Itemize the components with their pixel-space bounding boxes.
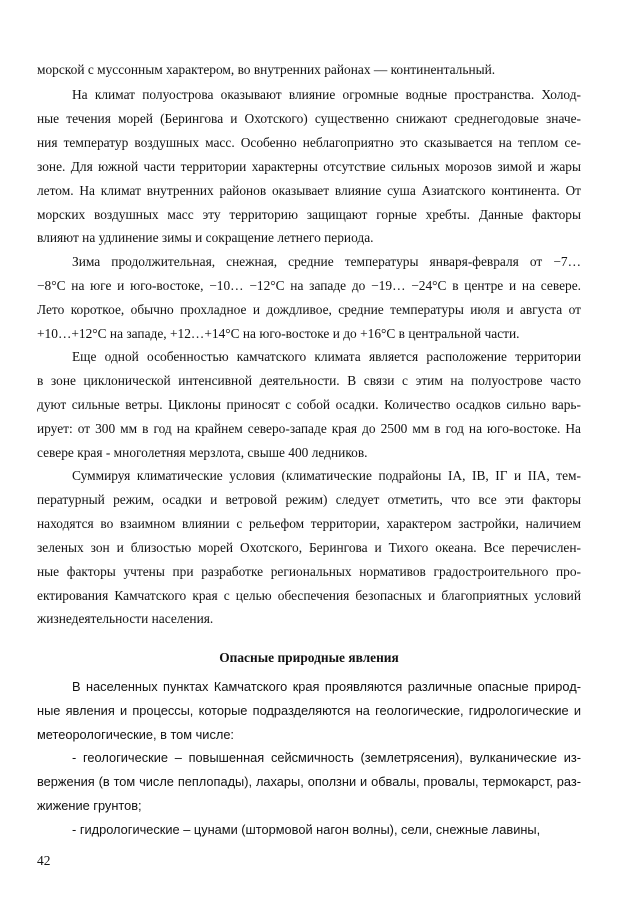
text-line: В населенных пунктах Камчатского края проявляются различные опасные природ- [72,679,581,694]
text-line: На климат полуострова оказывают влияние огромные водные пространства. Холод- [72,87,581,102]
text-line: ные течения морей (Берингова и Охотского) существенно снижают среднегодовые значе- [37,111,581,126]
text-line: пературный режим, осадки и ветровой режим) следует отметить, что все эти факторы [37,492,581,507]
text-line: жижение грунтов; [37,798,142,813]
text-line: вержения (в том числе пеплопады), лахары, оползни и обвалы, провалы, термокарст, раз- [37,774,581,789]
text-line: находятся во взаимном влиянии с рельефом территории, характером застройки, наличием [37,516,581,531]
text-line: севере края - многолетняя мерзлота, свыше 400 ледников. [37,445,368,460]
text-line: зоне. Для южной части территории характерны отсутствие сильных морозов зимой и жары [37,159,581,174]
text-line: ные факторы учтены при разработке региональных нормативов градостроительного про- [37,564,581,579]
text-line: морской с муссонным характером, во внутренних районах — континентальный. [37,62,496,77]
text-line: −8°С на юге и юго-востоке, −10… −12°С на западе до −19… −24°С в центре и на севере. [37,278,581,293]
text-line: влияют на удлинение зимы и сокращение летнего периода. [37,230,374,245]
text-line: Еще одной особенностью камчатского климата является расположение территории [72,349,581,364]
text-line: метеорологические, в том числе: [37,727,234,742]
text-line: +10…+12°С на западе, +12…+14°С на юго-востоке и до +16°С в центральной части. [37,326,520,341]
text-line: летом. На климат внутренних районов оказывает влияние суша Азиатского континента. От [37,183,581,198]
text-line: морских воздушных масс эту территорию защищают горные хребты. Данные факторы [37,207,581,222]
text-line: ектирования Камчатского края с целью обеспечения безопасных и благоприятных условий [37,588,581,603]
list-item: - геологические – повышенная сейсмичность (землетрясения), вулканические из- [72,750,581,765]
text-line: жизнедеятельности населения. [37,611,214,626]
text-line: ния температур воздушных масс. Особенно неблагоприятно это сказывается на теплом се- [37,135,581,150]
page-number: 42 [37,853,51,868]
section-heading: Опасные природные явления [219,650,399,665]
text-line: зеленых зон и близостью морей Охотского, Берингова и Тихого океана. Все перечислен- [37,540,581,555]
text-line: Суммируя климатические условия (климатические подрайоны IA, IB, IГ и IIA, тем- [72,468,581,483]
text-line: дуют сильные ветры. Циклоны приносят с собой осадки. Количество осадков сильно варь- [37,397,581,412]
list-item: - гидрологические – цунами (штормовой нагон волны), сели, снежные лавины, [72,822,541,837]
text-line: ные явления и процессы, которые подразделяются на геологические, гидрологические и [37,703,581,718]
text-line: ирует: от 300 мм в год на крайнем северо-западе края до 2500 мм в год на юго-востоке. На [37,421,581,436]
text-line: в зоне циклонической интенсивной деятельности. В связи с этим на полуострове часто [37,373,581,388]
text-line: Зима продолжительная, снежная, средние температуры января-февраля от −7… [72,254,581,269]
text-line: Лето короткое, обычно прохладное и дождливое, средние температуры июля и августа от [37,302,581,317]
